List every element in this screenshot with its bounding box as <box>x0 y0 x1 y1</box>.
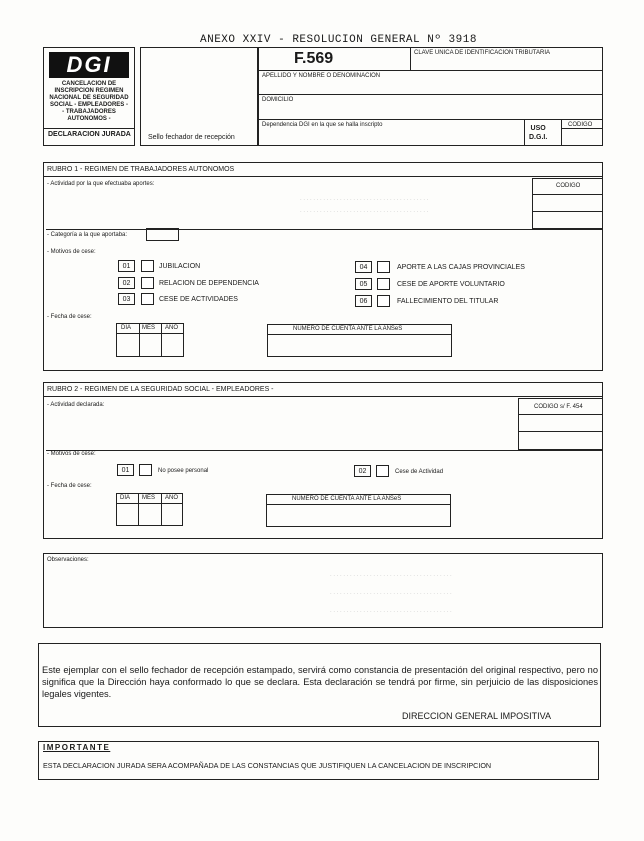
rubro1-option-02-num: 02 <box>118 277 135 289</box>
constancia-signature: DIRECCION GENERAL IMPOSITIVA <box>402 711 552 721</box>
rubro1-mes-label: MES <box>142 325 156 331</box>
cancelacion-text: CANCELACION DE INSCRIPCION REGIMEN NACIONAL DE SEGURIDAD SOCIAL - EMPLEADORES - - TRABAJADORES AUTONOMOS - <box>49 81 129 122</box>
rubro2-title: RUBRO 2 - REGIMEN DE LA SEGURIDAD SOCIAL - EMPLEADORES - <box>47 386 274 393</box>
rubro2-option-01-num: 01 <box>117 464 134 476</box>
rubro1-option-01-label: JUBILACION <box>159 263 201 270</box>
rubro1-option-05-num: 05 <box>355 278 372 290</box>
dgi-logo: DGI <box>49 52 129 78</box>
rubro2-option-02-num: 02 <box>354 465 371 477</box>
rubro1-option-04-label: APORTE A LAS CAJAS PROVINCIALES <box>397 264 525 271</box>
rubro1-categoria-label: - Categoría a la que aportaba: <box>47 232 128 238</box>
rubro1-option-03-num: 03 <box>118 293 135 305</box>
rubro1-option-04-num: 04 <box>355 261 372 273</box>
importante-text: ESTA DECLARACION JURADA SERA ACOMPAÑADA DE LAS CONSTANCIAS QUE JUSTIFIQUEN LA CANCELACION DE INSCRIPCION <box>43 761 492 770</box>
rubro2-option-02-checkbox[interactable] <box>376 465 389 477</box>
rubro2-cuenta-label: NUMERO DE CUENTA ANTE LA ANSeS <box>292 496 402 502</box>
rubro2-actividad-label: - Actividad declarada: <box>47 402 105 408</box>
rubro2-codigo-label: CODIGO s/ F. 454 <box>534 404 583 410</box>
rubro1-option-03-label: CESE DE ACTIVIDADES <box>159 296 238 303</box>
rubro2-mes-label: MES <box>142 495 156 501</box>
constancia-text: Este ejemplar con el sello fechador de recepción estampado, servirá como constancia de presentación del original respectivo, pero no significa que la Dirección haya conformado lo que se declara. Esta declaración se tendrá por firme, sin perjuicio de las disposiciones legales vigentes. <box>42 665 598 699</box>
observaciones-box[interactable] <box>43 553 603 628</box>
rubro1-dia-label: DIA <box>121 325 132 331</box>
rubro1-cuenta-label: NUMERO DE CUENTA ANTE LA ANSeS <box>293 326 403 332</box>
domicilio-label: DOMICILIO <box>262 97 294 103</box>
rubro1-option-05-label: CESE DE APORTE VOLUNTARIO <box>397 281 505 288</box>
rubro1-fecha-label: - Fecha de cese: <box>47 314 92 320</box>
importante-title: IMPORTANTE <box>43 743 111 752</box>
uso-dgi-label: USO D.G.I. <box>529 125 548 141</box>
observaciones-label: Observaciones: <box>47 557 89 563</box>
rubro1-actividad-label: - Actividad por la que efectuaba aportes: <box>47 181 155 187</box>
rubro1-option-06-num: 06 <box>355 295 372 307</box>
form-code: F.569 <box>294 50 334 67</box>
rubro2-option-01-label: No posee personal <box>158 468 209 474</box>
rubro1-option-02-label: RELACION DE DEPENDENCIA <box>159 280 259 287</box>
codigo-label: CODIGO <box>568 122 593 128</box>
rubro1-option-01-num: 01 <box>118 260 135 272</box>
rubro2-dia-label: DIA <box>120 495 131 501</box>
rubro1-codigo-label: CODIGO <box>556 183 581 189</box>
rubro1-option-03-checkbox[interactable] <box>141 293 154 305</box>
rubro1-motivos-label: - Motivos de cese: <box>47 249 96 255</box>
rubro1-title: RUBRO 1 - REGIMEN DE TRABAJADORES AUTONOMOS <box>47 166 235 173</box>
sello-label: Sello fechador de recepción <box>148 134 235 141</box>
rubro2-option-01-checkbox[interactable] <box>139 464 152 476</box>
declaracion-jurada-label: DECLARACION JURADA <box>48 131 131 138</box>
rubro1-option-06-label: FALLECIMIENTO DEL TITULAR <box>397 298 499 305</box>
dependencia-label: Dependencia DGI en la que se halla inscripto <box>262 122 383 128</box>
document-title: ANEXO XXIV - RESOLUCION GENERAL Nº 3918 <box>200 34 477 46</box>
sello-box <box>140 47 258 146</box>
rubro1-categoria-input[interactable] <box>146 228 179 241</box>
rubro2-motivos-label: - Motivos de cese: <box>47 451 96 457</box>
rubro1-option-06-checkbox[interactable] <box>377 295 390 307</box>
rubro2-anio-label: AÑO <box>165 495 179 501</box>
rubro1-anio-label: AÑO <box>165 325 179 331</box>
rubro1-option-01-checkbox[interactable] <box>141 260 154 272</box>
cuit-label: CLAVE UNICA DE IDENTIFICACION TRIBUTARIA <box>414 50 551 56</box>
apellido-label: APELLIDO Y NOMBRE O DENOMINACION <box>262 73 381 79</box>
rubro1-option-05-checkbox[interactable] <box>377 278 390 290</box>
rubro2-fecha-label: - Fecha de cese: <box>47 483 92 489</box>
rubro2-option-02-label: Cese de Actividad <box>395 469 444 475</box>
rubro1-option-04-checkbox[interactable] <box>377 261 390 273</box>
rubro1-option-02-checkbox[interactable] <box>141 277 154 289</box>
